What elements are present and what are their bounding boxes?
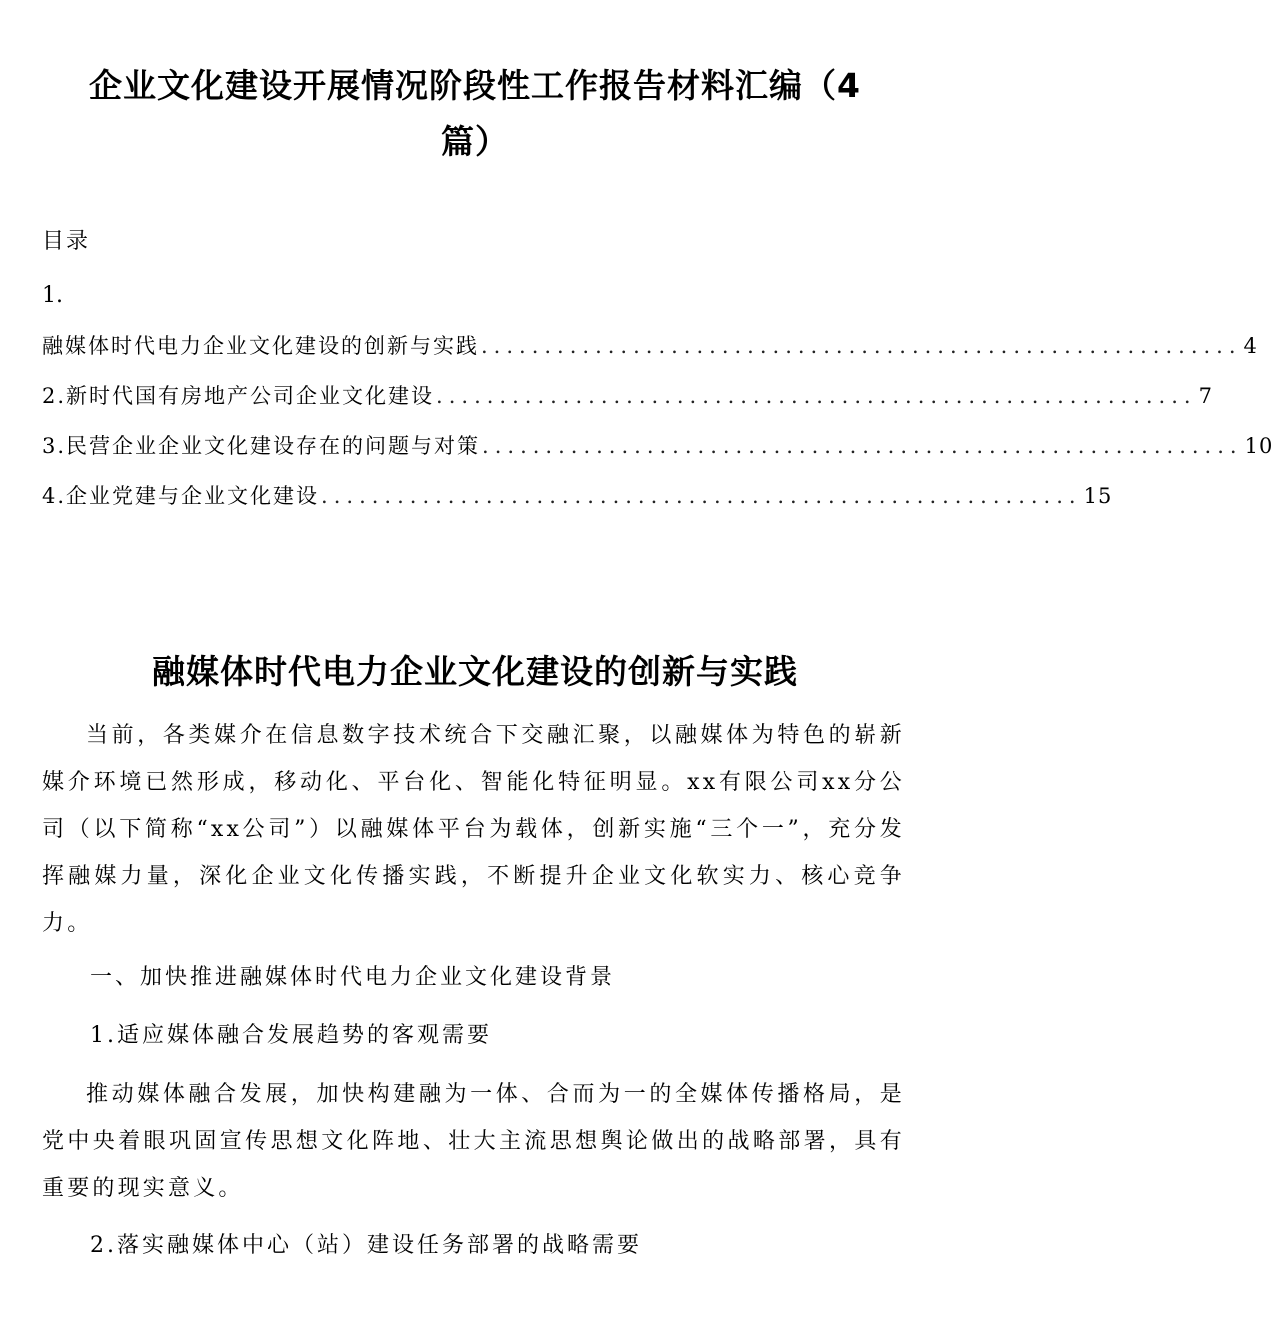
body-paragraph-2: 推动媒体融合发展，加快构建融为一体、合而为一的全媒体传播格局，是党中央着眼巩固宣传思想文化阵地、壮大主流思想舆论做出的战略部署，具有重要的现实意义。 [42,1082,905,1201]
toc-entry-page: 10 [1244,434,1273,458]
document-title-line1: 企业文化建设开展情况阶段性工作报告材料汇编（4 [89,66,861,105]
toc-label: 目录 [42,229,91,254]
subheading-1: 1.适应媒体融合发展趋势的客观需要 [90,1023,492,1048]
toc-entry-page: 4 [1243,334,1258,358]
toc-entry-title: 4.企业党建与企业文化建设 [42,484,320,508]
section-title: 融媒体时代电力企业文化建设的创新与实践 [152,652,798,691]
toc-entry-page: 7 [1198,384,1213,408]
subheading-2: 2.落实融媒体中心（站）建设任务部署的战略需要 [90,1233,642,1258]
toc-entry-3[interactable] [42,430,1273,462]
document-title [60,58,890,170]
toc-entry-title: 2.新时代国有房地产公司企业文化建设 [42,384,435,408]
toc-entry-4[interactable] [42,480,1113,512]
toc-entry-title: 3.民营企业企业文化建设存在的问题与对策 [42,434,481,458]
body-paragraph-1: 当前，各类媒介在信息数字技术统合下交融汇聚，以融媒体为特色的崭新媒介环境已然形成，移动化、平台化、智能化特征明显。xx有限公司xx分公司（以下简称“xx公司”）以融媒体平台为载体，创新实施“三个一”，充分发挥融媒力量，深化企业文化传播实践，不断提升企业文化软实力、核心竞争力。 [42,723,905,936]
toc-entry-2[interactable] [42,380,1213,412]
toc-entry-number: 1. [42,283,63,308]
toc-leader-dots: ............................................................ [436,384,1197,408]
toc-leader-dots: ............................................................ [482,434,1243,458]
toc-entry-1[interactable] [42,330,1258,362]
toc-entry-title: 融媒体时代电力企业文化建设的创新与实践 [42,334,479,358]
toc-leader-dots: ............................................................ [481,334,1242,358]
document-title-line2: 篇） [441,122,509,161]
section-heading-1: 一、加快推进融媒体时代电力企业文化建设背景 [90,965,616,990]
toc-leader-dots: ............................................................ [321,484,1082,508]
toc-entry-page: 15 [1083,484,1113,508]
